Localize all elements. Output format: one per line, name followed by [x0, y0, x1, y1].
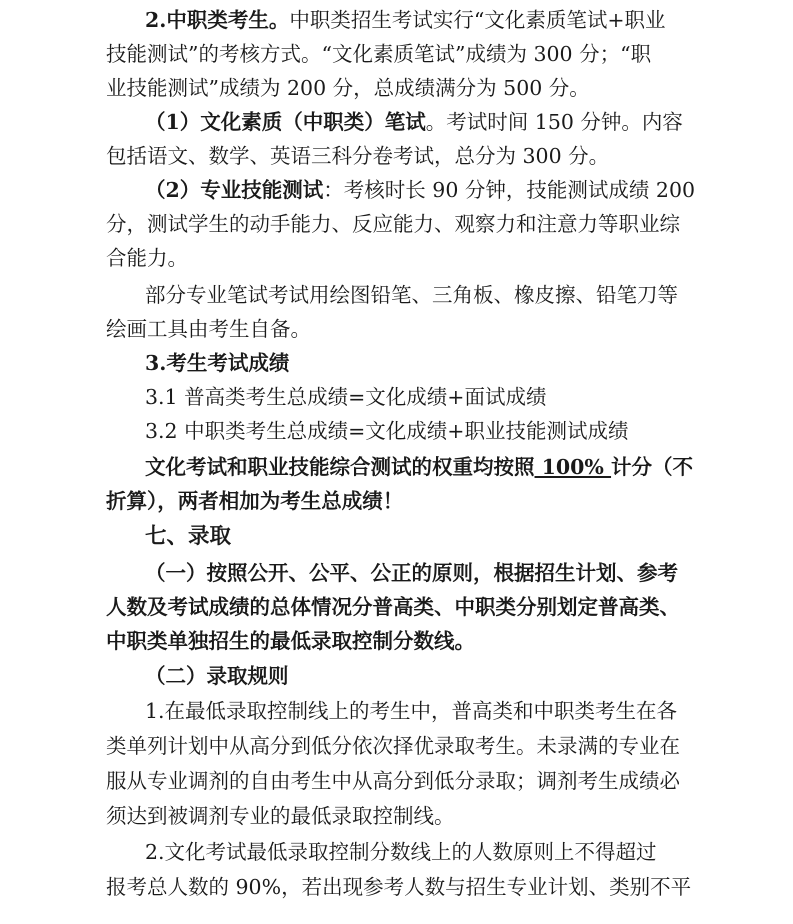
- paragraph-text: 。考试时间 150 分钟。内容: [425, 110, 683, 134]
- underlined-percentage: 100%: [534, 455, 612, 479]
- paragraph-line: 报考总人数的 90%，若出现参考人数与招生专业计划、类别不平: [106, 875, 692, 899]
- paragraph-text: 文化考试和职业技能综合测试的权重均按照: [145, 455, 535, 479]
- subsection-heading: （二）录取规则: [145, 664, 289, 688]
- list-item: 3.2 中职类考生总成绩=文化成绩+职业技能测试成绩: [145, 419, 629, 443]
- paragraph-line: 包括语文、数学、英语三科分卷考试，总分为 300 分。: [106, 144, 610, 168]
- paragraph-line: 类单列计划中从高分到低分依次择优录取考生。未录满的专业在: [106, 734, 680, 758]
- paragraph-line: 业技能测试”成绩为 200 分，总成绩满分为 500 分。: [106, 76, 590, 100]
- paragraph-line: 合能力。: [106, 246, 188, 270]
- paragraph-line: 中职类单独招生的最低录取控制分数线。: [106, 629, 475, 653]
- subsection-heading: （2）专业技能测试: [145, 178, 324, 202]
- paragraph-line: 技能测试”的考核方式。“文化素质笔试”成绩为 300 分；“职: [106, 42, 652, 66]
- section-heading: 3.考生考试成绩: [145, 351, 290, 375]
- paragraph-line: 分，测试学生的动手能力、反应能力、观察力和注意力等职业综: [106, 212, 680, 236]
- section-heading: 2.中职类考生。: [145, 8, 290, 32]
- paragraph-line: 服从专业调剂的自由考生中从高分到低分录取；调剂考生成绩必: [106, 769, 680, 793]
- paragraph-line: 折算），两者相加为考生总成绩！: [106, 489, 404, 513]
- paragraph-line: [145, 450, 693, 484]
- paragraph-text: 中职类招生考试实行“文化素质笔试+职业: [289, 8, 666, 32]
- paragraph-line: （一）按照公开、公平、公正的原则，根据招生计划、参考: [145, 561, 678, 585]
- paragraph-line: 1.在最低录取控制线上的考生中，普高类和中职类考生在各: [145, 699, 678, 723]
- paragraph-line: [145, 173, 695, 207]
- paragraph-line: 2.文化考试最低录取控制分数线上的人数原则上不得超过: [145, 840, 657, 864]
- paragraph-line: [145, 3, 666, 37]
- subsection-heading: （1）文化素质（中职类）笔试: [145, 110, 426, 134]
- list-item: 3.1 普高类考生总成绩=文化成绩+面试成绩: [145, 385, 547, 409]
- paragraph-text: 计分（不: [611, 455, 694, 479]
- paragraph-text: ：考核时长 90 分钟，技能测试成绩 200: [323, 178, 696, 202]
- paragraph-line: 人数及考试成绩的总体情况分普高类、中职类分别划定普高类、: [106, 595, 680, 619]
- paragraph-line: 须达到被调剂专业的最低录取控制线。: [106, 804, 455, 828]
- paragraph-line: 绘画工具由考生自备。: [106, 317, 311, 341]
- paragraph-line: 部分专业笔试考试用绘图铅笔、三角板、橡皮擦、铅笔刀等: [145, 283, 678, 307]
- paragraph-line: [145, 105, 683, 139]
- chapter-heading: 七、录取: [145, 524, 232, 549]
